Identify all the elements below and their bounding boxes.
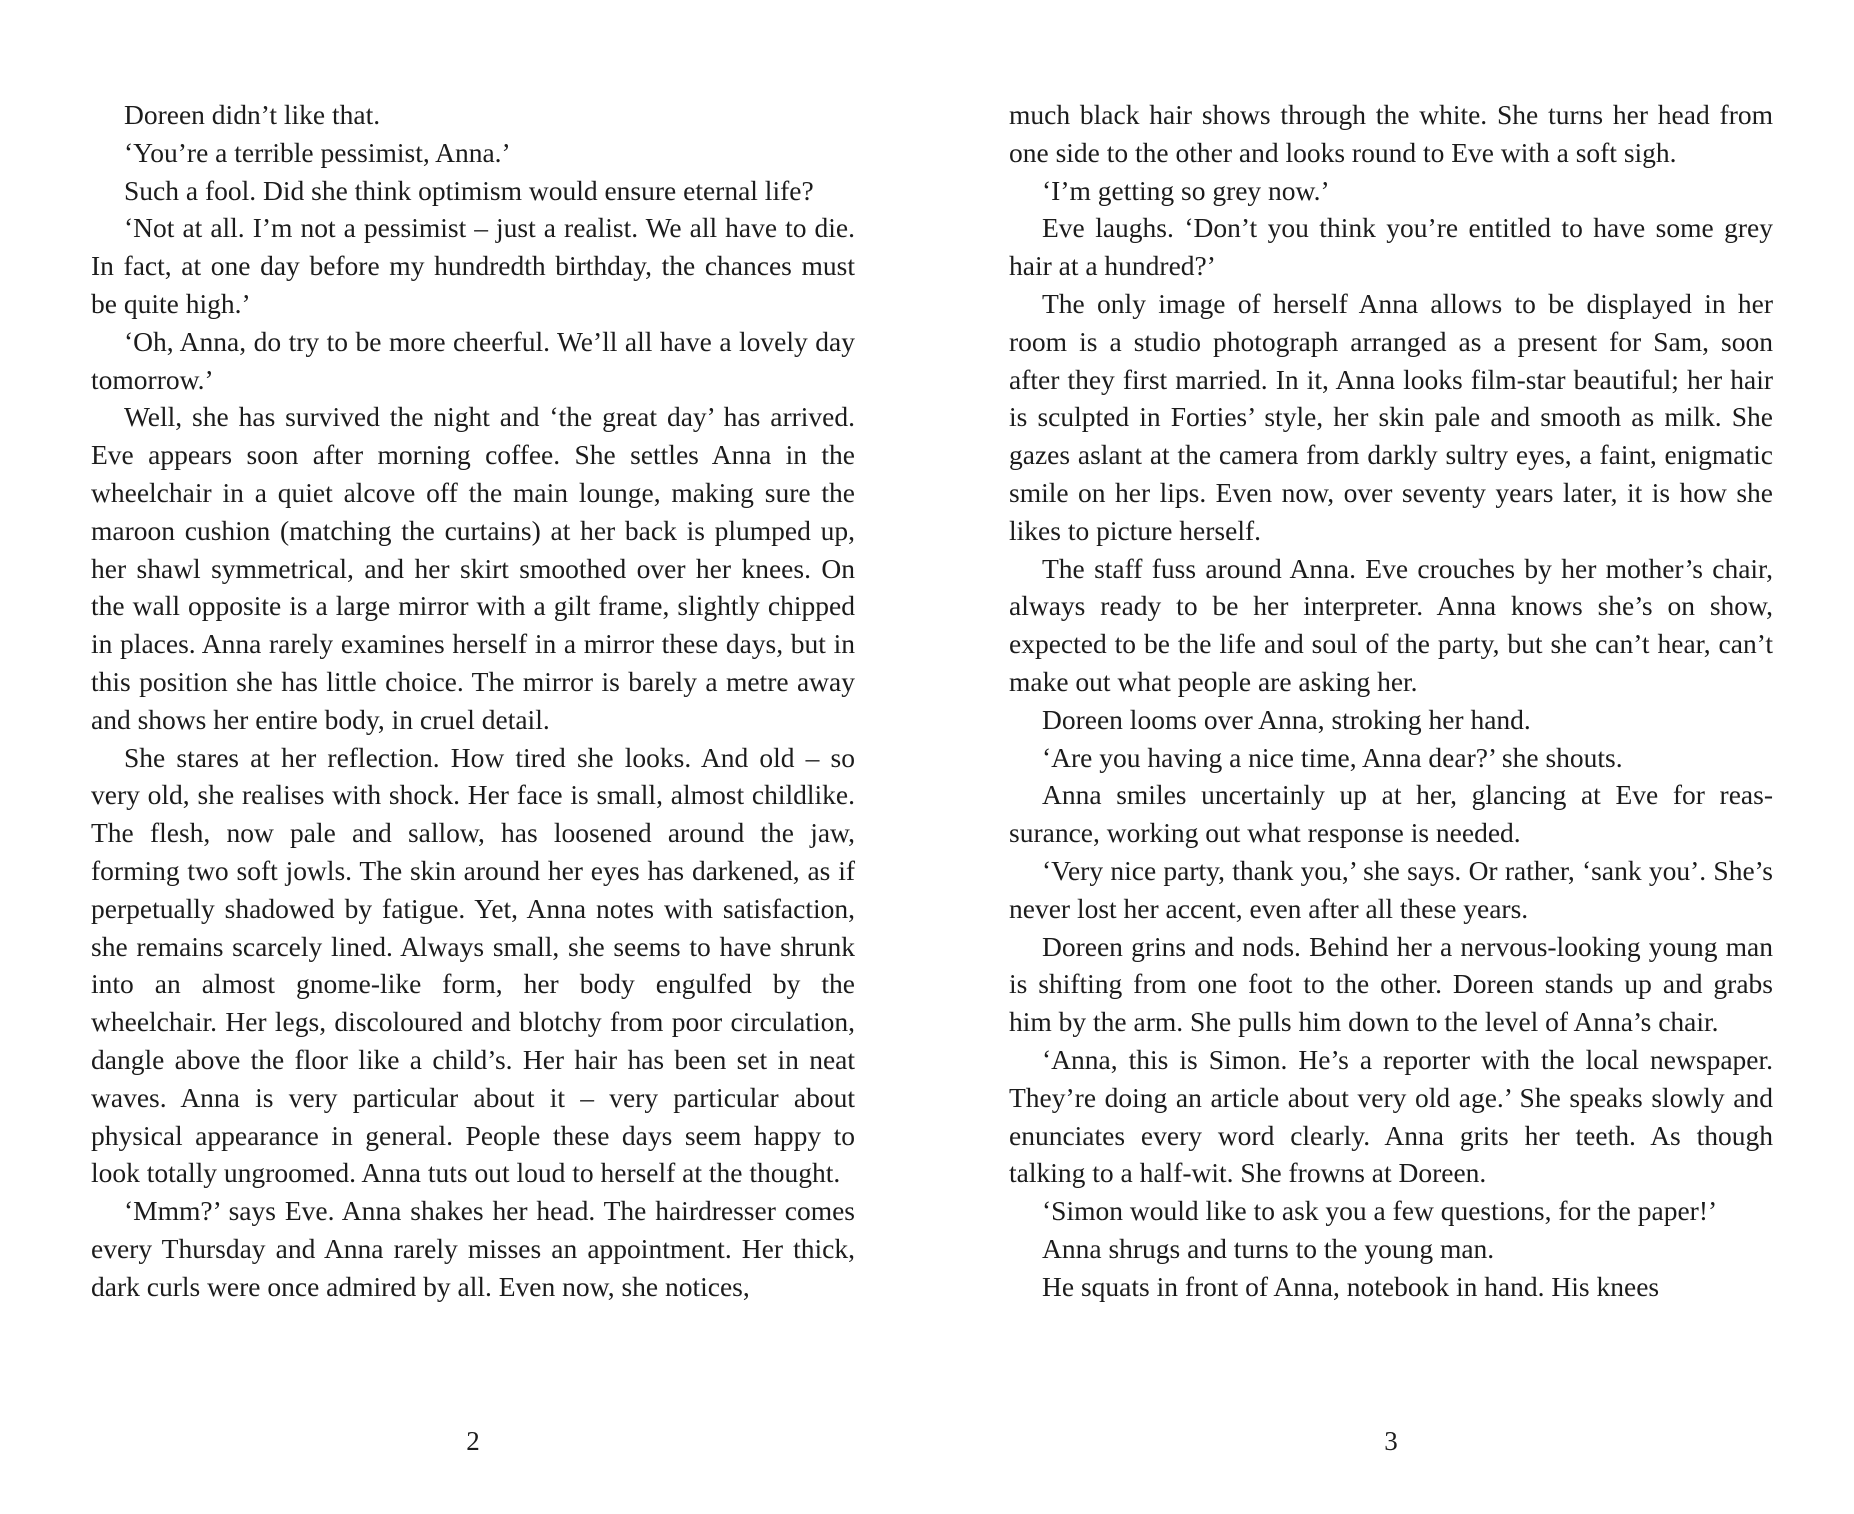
left-paragraph-4: ‘Not at all. I’m not a pessimist – just a realist. We all have to die. In fact, at one day before my hundredth birthday, the chances must be quite high.’ (91, 212, 855, 319)
right-paragraph-12: Anna shrugs and turns to the young man. (1042, 1232, 1495, 1264)
right-paragraph-13: He squats in front of Anna, notebook in hand. His knees (1042, 1270, 1660, 1302)
right-paragraph-2: Eve laughs. ‘Don’t you think you’re entitled to have some grey hair at a hundred?’ (1009, 212, 1773, 282)
left-paragraph-3: Such a fool. Did she think optimism would ensure eternal life? (124, 174, 814, 206)
left-paragraph-8: ‘Mmm?’ says Eve. Anna shakes her head. The hairdresser comes every Thursday and Anna rarely misses an appointment. Her thick, dark curls were once admired by all. Even now, she notices, (91, 1195, 855, 1302)
right-paragraph-1: ‘I’m getting so grey now.’ (1042, 174, 1330, 206)
right-paragraph-3: The only image of herself Anna allows to be displayed in her room is a studio photograph arranged as a present for Sam, soon after they first married. In it, Anna looks film-star beautiful; her hair is sculpted in Forties’ style, her skin pale and smooth as milk. She gazes aslant at the camera from darkly sultry eyes, a faint, enigmatic smile on her lips. Even now, over seventy years later, it is how she likes to picture herself. (1009, 287, 1773, 546)
right-paragraph-4: The staff fuss around Anna. Eve crouches by her mother’s chair, always ready to be her interpreter. Anna knows she’s on show, expected to be the life and soul of the party, but she can’t hear, can’t make out what people are asking her. (1009, 552, 1773, 697)
right-paragraph-8: ‘Very nice party, thank you,’ she says. Or rather, ‘sank you’. She’s never lost her accent, even after all these years. (1009, 854, 1773, 924)
right-paragraph-10: ‘Anna, this is Simon. He’s a reporter with the local newspaper. They’re doing an article about very old age.’ She speaks slowly and enunciates every word clearly. Anna grits her teeth. As though talking to a half-wit. She frowns at Doreen. (1009, 1043, 1773, 1189)
right-page (1009, 96, 1773, 1306)
right-paragraph-11: ‘Simon would like to ask you a few questions, for the paper!’ (1042, 1195, 1718, 1227)
right-paragraph-9: Doreen grins and nods. Behind her a nervous-looking young man is shifting from one foot to the other. Doreen stands up and grabs him by the arm. She pulls him down to the level of Anna’s chair. (1009, 930, 1773, 1038)
left-page (91, 96, 855, 1306)
left-paragraph-7: She stares at her reflection. How tired she looks. And old – so very old, she realises with shock. Her face is small, almost childlike. The flesh, now pale and sallow, has loosened around the jaw, forming two soft jowls. The skin around her eyes has darkened, as if perpetually shadowed by fatigue. Yet, Anna notes with satisfaction, she remains scarcely lined. Always small, she seems to have shrunk into an almost gnome-like form, her body engulfed by the wheelchair. Her legs, discoloured and blotchy from poor circulation, dangle above the floor like a child’s. Her hair has been set in neat waves. Anna is very particular about it – very particular about physical appearance in general. People these days seem happy to look totally ungroomed. Anna tuts out loud to herself at the thought. (91, 741, 855, 1189)
page-number-right: 3 (1384, 1426, 1398, 1456)
right-paragraph-6: ‘Are you having a nice time, Anna dear?’ she shouts. (1042, 741, 1623, 773)
left-paragraph-6: Well, she has survived the night and ‘the great day’ has arrived. Eve appears soon after morning coffee. She settles Anna in the wheelchair in a quiet alcove off the main lounge, making sure the maroon cushion (matching the curtains) at her back is plumped up, her shawl symmetrical, and her skirt smoothed over her knees. On the wall opposite is a large mirror with a gilt frame, slightly chipped in places. Anna rarely examines herself in a mirror these days, but in this position she has little choice. The mirror is barely a metre away and shows her entire body, in cruel detail. (91, 401, 855, 735)
page-number-left: 2 (466, 1426, 480, 1456)
left-paragraph-5: ‘Oh, Anna, do try to be more cheerful. We’ll all have a lovely day tomorrow.’ (91, 325, 855, 395)
left-paragraph-1: Doreen didn’t like that. (124, 99, 381, 130)
right-paragraph-5: Doreen looms over Anna, stroking her hand. (1042, 703, 1531, 735)
left-paragraph-2: ‘You’re a terrible pessimist, Anna.’ (124, 136, 511, 168)
right-continuation-paragraph: much black hair shows through the white. She turns her head from one side to the other and looks round to Eve with a soft sigh. (1009, 99, 1773, 168)
right-paragraph-7: Anna smiles uncertainly up at her, glancing at Eve for reassurance, working out what response is needed. (1009, 779, 1773, 849)
